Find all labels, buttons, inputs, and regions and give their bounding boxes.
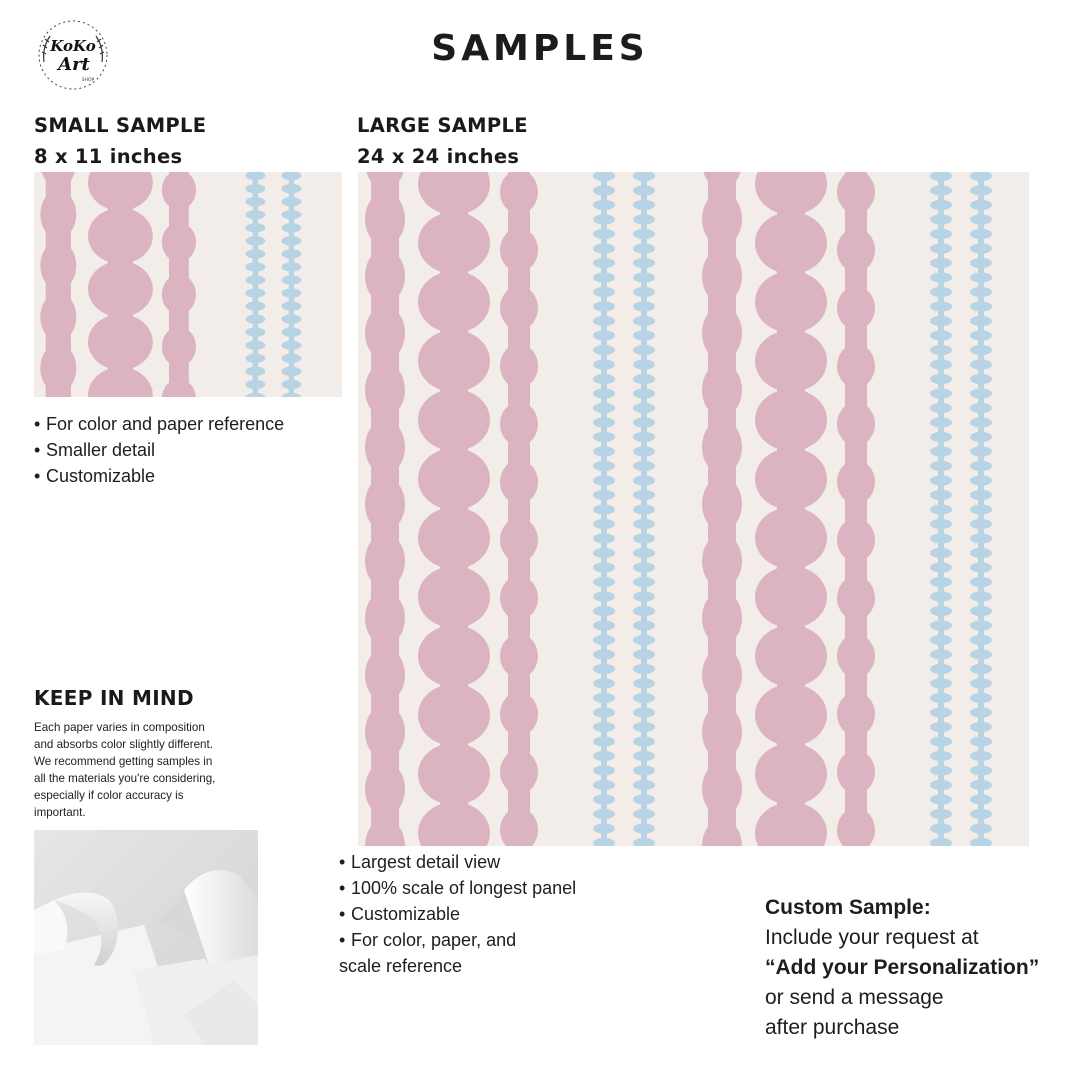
blue-bead: [282, 314, 302, 323]
blue-bead: [593, 504, 615, 514]
blue-bead: [246, 275, 266, 284]
blue-bead: [930, 490, 952, 500]
large-sample-heading: LARGE SAMPLE: [357, 114, 528, 137]
logo-text-art: Art: [58, 54, 90, 75]
bullet-dot-icon: •: [339, 852, 346, 872]
pink-pearl: [837, 692, 875, 736]
blue-bead: [633, 591, 655, 601]
blue-bead: [633, 635, 655, 645]
blue-bead: [246, 210, 266, 219]
blue-bead: [930, 287, 952, 297]
pink-pearl: [837, 286, 875, 330]
blue-bead: [930, 809, 952, 819]
blue-bead: [970, 707, 992, 717]
blue-bead: [633, 722, 655, 732]
blue-bead: [633, 678, 655, 688]
pink-pearl: [837, 518, 875, 562]
blue-bead: [970, 794, 992, 804]
blue-bead: [593, 823, 615, 833]
keep-in-mind-line: especially if color accuracy is: [34, 789, 184, 802]
blue-bead: [930, 519, 952, 529]
large-sample-bullets: [339, 849, 576, 979]
blue-bead: [970, 722, 992, 732]
blue-bead: [593, 765, 615, 775]
blue-bead: [246, 223, 266, 232]
blue-bead: [633, 301, 655, 311]
blue-bead: [593, 214, 615, 224]
pink-pearl: [162, 172, 196, 210]
blue-bead: [930, 533, 952, 543]
blue-bead: [633, 577, 655, 587]
blue-bead: [930, 388, 952, 398]
blue-bead: [593, 417, 615, 427]
blue-bead: [930, 707, 952, 717]
blue-bead: [593, 272, 615, 282]
blue-bead: [633, 809, 655, 819]
pink-pearl: [837, 750, 875, 794]
blue-bead: [970, 446, 992, 456]
blue-bead: [633, 388, 655, 398]
blue-bead: [970, 388, 992, 398]
blue-bead: [970, 403, 992, 413]
blue-bead: [930, 359, 952, 369]
blue-bead: [633, 519, 655, 529]
blue-bead: [970, 374, 992, 384]
blue-bead: [930, 475, 952, 485]
list-item: [339, 901, 576, 927]
blue-bead: [633, 272, 655, 282]
list-item: [34, 463, 284, 489]
blue-bead: [246, 236, 266, 245]
blue-bead: [930, 649, 952, 659]
blue-bead: [970, 664, 992, 674]
blue-bead: [633, 780, 655, 790]
list-item: [34, 411, 284, 437]
blue-bead: [970, 417, 992, 427]
blue-bead: [246, 288, 266, 297]
blue-bead: [593, 606, 615, 616]
blue-bead: [930, 765, 952, 775]
blue-bead: [246, 328, 266, 337]
pink-stripe: [440, 172, 468, 846]
blue-bead: [970, 258, 992, 268]
blue-bead: [593, 707, 615, 717]
logo-text-koko: KoKo: [50, 37, 96, 55]
blue-bead: [633, 736, 655, 746]
paper-sheets-photo: [34, 830, 258, 1045]
pink-pearl: [500, 344, 538, 388]
blue-bead: [246, 354, 266, 363]
blue-bead: [930, 214, 952, 224]
blue-bead: [970, 272, 992, 282]
blue-bead: [930, 272, 952, 282]
keep-in-mind-line: all the materials you're considering,: [34, 772, 216, 785]
blue-bead: [633, 504, 655, 514]
blue-bead: [593, 330, 615, 340]
pink-pearl: [500, 750, 538, 794]
blue-bead: [593, 316, 615, 326]
blue-bead: [970, 200, 992, 210]
blue-bead: [593, 533, 615, 543]
custom-sample-heading: Custom Sample:: [765, 896, 931, 919]
blue-bead: [633, 794, 655, 804]
blue-bead: [593, 475, 615, 485]
page-title: SAMPLES: [431, 28, 649, 69]
blue-bead: [970, 809, 992, 819]
blue-bead: [593, 693, 615, 703]
bullet-dot-icon: •: [34, 466, 41, 486]
blue-bead: [970, 649, 992, 659]
blue-bead: [970, 330, 992, 340]
list-item-continuation: scale reference: [339, 956, 463, 976]
blue-bead: [970, 504, 992, 514]
blue-bead: [633, 620, 655, 630]
blue-bead: [633, 229, 655, 239]
blue-bead: [633, 606, 655, 616]
blue-bead: [593, 229, 615, 239]
blue-bead: [282, 301, 302, 310]
small-sample-swatch: [34, 172, 342, 397]
blue-bead: [593, 577, 615, 587]
pink-pearl: [500, 692, 538, 736]
blue-bead: [930, 345, 952, 355]
blue-bead: [930, 562, 952, 572]
blue-bead: [930, 504, 952, 514]
blue-bead: [633, 417, 655, 427]
blue-bead: [593, 562, 615, 572]
blue-bead: [970, 765, 992, 775]
blue-bead: [930, 432, 952, 442]
blue-bead: [930, 577, 952, 587]
blue-bead: [593, 722, 615, 732]
pink-pearl: [837, 460, 875, 504]
blue-bead: [593, 678, 615, 688]
bullet-text: Customizable: [351, 904, 461, 924]
pink-pearl: [837, 402, 875, 446]
bullet-text: For color, paper, and: [351, 930, 517, 950]
blue-bead: [633, 475, 655, 485]
blue-bead: [970, 461, 992, 471]
blue-bead: [593, 388, 615, 398]
blue-bead: [970, 475, 992, 485]
pink-stripe: [371, 172, 399, 846]
blue-bead: [593, 794, 615, 804]
pink-pearl: [837, 344, 875, 388]
pink-stripe: [845, 172, 867, 846]
blue-bead: [282, 223, 302, 232]
blue-bead: [633, 330, 655, 340]
bullet-text: Largest detail view: [351, 852, 501, 872]
pink-stripe: [46, 172, 71, 397]
blue-bead: [593, 243, 615, 253]
blue-bead: [593, 461, 615, 471]
blue-bead: [593, 403, 615, 413]
blue-bead: [246, 341, 266, 350]
blue-bead: [282, 262, 302, 271]
blue-bead: [633, 374, 655, 384]
blue-bead: [930, 374, 952, 384]
blue-bead: [633, 359, 655, 369]
blue-bead: [633, 707, 655, 717]
blue-bead: [246, 197, 266, 206]
small-sample-heading: SMALL SAMPLE: [34, 114, 207, 137]
blue-bead: [633, 185, 655, 195]
blue-bead: [970, 635, 992, 645]
keep-in-mind-line: and absorbs color slightly different.: [34, 738, 213, 751]
blue-bead: [970, 823, 992, 833]
blue-bead: [593, 446, 615, 456]
blue-bead: [930, 722, 952, 732]
blue-bead: [633, 461, 655, 471]
blue-bead: [593, 258, 615, 268]
small-sample-heading-block: [34, 110, 206, 172]
blue-bead: [930, 403, 952, 413]
blue-bead: [633, 548, 655, 558]
blue-bead: [633, 214, 655, 224]
blue-bead: [593, 200, 615, 210]
blue-bead: [930, 243, 952, 253]
blue-bead: [282, 354, 302, 363]
blue-bead: [930, 200, 952, 210]
blue-bead: [633, 490, 655, 500]
blue-bead: [593, 809, 615, 819]
blue-bead: [593, 519, 615, 529]
blue-bead: [246, 249, 266, 258]
pink-stripe: [708, 172, 736, 846]
blue-bead: [930, 751, 952, 761]
bullet-dot-icon: •: [339, 878, 346, 898]
blue-bead: [633, 533, 655, 543]
blue-bead: [970, 693, 992, 703]
keep-in-mind-line: Each paper varies in composition: [34, 721, 205, 734]
pink-pearl: [837, 576, 875, 620]
blue-bead: [970, 606, 992, 616]
blue-bead: [282, 288, 302, 297]
blue-bead: [633, 258, 655, 268]
blue-bead: [593, 635, 615, 645]
blue-bead: [633, 316, 655, 326]
blue-bead: [970, 301, 992, 311]
blue-bead: [246, 262, 266, 271]
blue-bead: [633, 200, 655, 210]
blue-bead: [633, 243, 655, 253]
blue-bead: [633, 751, 655, 761]
blue-bead: [930, 736, 952, 746]
pink-stripe: [108, 172, 133, 397]
list-item: [339, 875, 576, 901]
blue-bead: [593, 345, 615, 355]
blue-bead: [593, 301, 615, 311]
blue-bead: [970, 345, 992, 355]
custom-sample-line: Include your request at: [765, 926, 979, 949]
blue-bead: [970, 548, 992, 558]
blue-bead: [970, 780, 992, 790]
keep-in-mind-body: [34, 719, 264, 821]
pink-stripe: [777, 172, 805, 846]
blue-bead: [593, 780, 615, 790]
blue-bead: [246, 301, 266, 310]
blue-bead: [930, 548, 952, 558]
blue-bead: [282, 380, 302, 389]
bullet-dot-icon: •: [339, 930, 346, 950]
pink-pearl: [500, 576, 538, 620]
blue-bead: [282, 275, 302, 284]
blue-bead: [970, 490, 992, 500]
blue-bead: [593, 432, 615, 442]
blue-bead: [970, 287, 992, 297]
blue-bead: [593, 649, 615, 659]
blue-bead: [930, 461, 952, 471]
bullet-text: For color and paper reference: [46, 414, 285, 434]
blue-bead: [930, 316, 952, 326]
blue-bead: [282, 341, 302, 350]
blue-bead: [282, 210, 302, 219]
blue-bead: [633, 345, 655, 355]
blue-bead: [593, 374, 615, 384]
pink-pearl: [500, 634, 538, 678]
keep-in-mind-heading: KEEP IN MIND: [34, 686, 194, 710]
blue-bead: [282, 249, 302, 258]
pink-pearl: [837, 172, 875, 214]
pink-pearl: [500, 460, 538, 504]
blue-bead: [633, 765, 655, 775]
custom-sample-personalization: “Add your Personalization”: [765, 956, 1040, 979]
bullet-text: Customizable: [46, 466, 156, 486]
logo-text-shop: SHOP: [81, 78, 95, 83]
blue-bead: [930, 229, 952, 239]
blue-bead: [633, 562, 655, 572]
blue-bead: [246, 380, 266, 389]
blue-bead: [930, 301, 952, 311]
keep-in-mind-line: We recommend getting samples in: [34, 755, 213, 768]
blue-bead: [930, 823, 952, 833]
list-item: [339, 849, 576, 875]
blue-bead: [633, 664, 655, 674]
blue-bead: [246, 367, 266, 376]
blue-bead: [930, 330, 952, 340]
blue-bead: [593, 591, 615, 601]
list-item: [339, 927, 576, 953]
blue-bead: [930, 606, 952, 616]
blue-bead: [930, 780, 952, 790]
blue-bead: [282, 184, 302, 193]
blue-bead: [970, 577, 992, 587]
large-sample-swatch: [358, 172, 1029, 846]
blue-bead: [970, 316, 992, 326]
keep-in-mind-line: important.: [34, 806, 86, 819]
pink-stripe: [508, 172, 530, 846]
small-sample-bullets: [34, 411, 284, 489]
blue-bead: [633, 823, 655, 833]
pink-pearl: [162, 327, 196, 367]
blue-bead: [593, 751, 615, 761]
blue-bead: [593, 664, 615, 674]
bullet-dot-icon: •: [34, 440, 41, 460]
blue-bead: [246, 184, 266, 193]
pink-pearl: [837, 634, 875, 678]
blue-bead: [930, 185, 952, 195]
blue-bead: [970, 519, 992, 529]
blue-bead: [282, 367, 302, 376]
custom-sample-block: [765, 893, 1039, 1043]
bullet-text: Smaller detail: [46, 440, 156, 460]
blue-bead: [633, 287, 655, 297]
custom-sample-line: after purchase: [765, 1016, 900, 1039]
blue-bead: [970, 591, 992, 601]
pink-pearl: [500, 518, 538, 562]
blue-bead: [930, 417, 952, 427]
blue-bead: [633, 403, 655, 413]
blue-bead: [930, 678, 952, 688]
pink-pearl: [500, 402, 538, 446]
blue-bead: [970, 432, 992, 442]
blue-bead: [282, 236, 302, 245]
blue-bead: [593, 620, 615, 630]
custom-sample-line: or send a message: [765, 986, 944, 1009]
blue-bead: [930, 693, 952, 703]
blue-bead: [930, 635, 952, 645]
blue-bead: [930, 620, 952, 630]
large-sample-size: 24 x 24 inches: [357, 145, 520, 168]
blue-bead: [593, 548, 615, 558]
blue-bead: [970, 359, 992, 369]
pink-pearl: [162, 275, 196, 315]
blue-bead: [246, 314, 266, 323]
small-sample-size: 8 x 11 inches: [34, 145, 183, 168]
large-sample-heading-block: [357, 110, 528, 172]
pink-pearl: [500, 286, 538, 330]
blue-bead: [593, 287, 615, 297]
blue-bead: [282, 197, 302, 206]
blue-bead: [930, 591, 952, 601]
blue-bead: [970, 229, 992, 239]
list-item: [34, 437, 284, 463]
blue-bead: [930, 258, 952, 268]
blue-bead: [970, 620, 992, 630]
pink-pearl: [500, 228, 538, 272]
blue-bead: [633, 649, 655, 659]
blue-bead: [930, 794, 952, 804]
blue-bead: [593, 736, 615, 746]
blue-bead: [970, 533, 992, 543]
blue-bead: [930, 664, 952, 674]
pink-pearl: [162, 222, 196, 262]
blue-bead: [970, 736, 992, 746]
blue-bead: [970, 562, 992, 572]
blue-bead: [633, 693, 655, 703]
blue-bead: [970, 214, 992, 224]
blue-bead: [593, 359, 615, 369]
blue-bead: [633, 446, 655, 456]
blue-bead: [970, 185, 992, 195]
pink-pearl: [837, 228, 875, 272]
bullet-text: 100% scale of longest panel: [351, 878, 577, 898]
blue-bead: [593, 490, 615, 500]
blue-bead: [282, 328, 302, 337]
blue-bead: [633, 432, 655, 442]
bullet-dot-icon: •: [339, 904, 346, 924]
bullet-dot-icon: •: [34, 414, 41, 434]
blue-bead: [970, 678, 992, 688]
pink-pearl: [500, 172, 538, 214]
blue-bead: [970, 751, 992, 761]
blue-bead: [970, 243, 992, 253]
blue-bead: [593, 185, 615, 195]
blue-bead: [930, 446, 952, 456]
